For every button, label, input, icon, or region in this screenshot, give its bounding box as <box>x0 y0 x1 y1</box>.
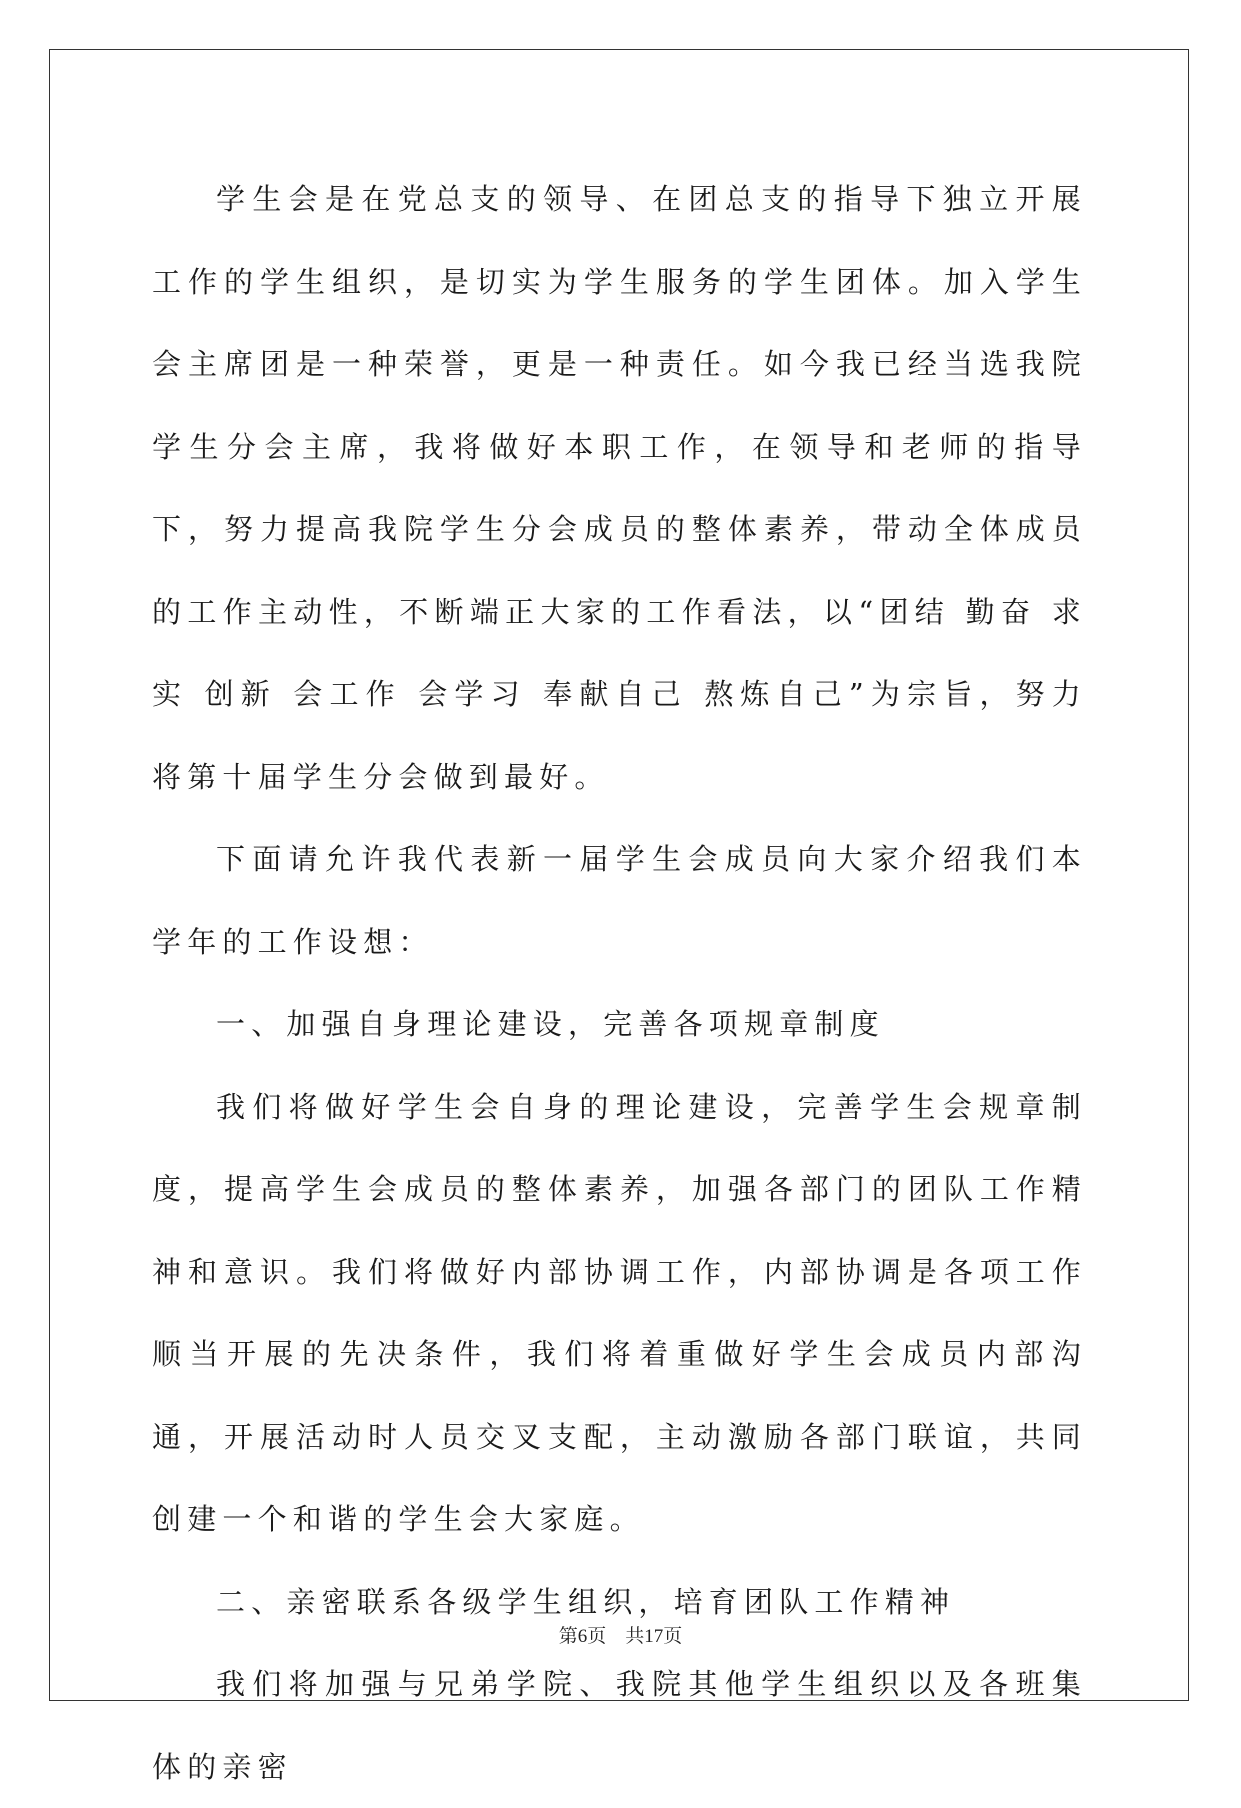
section-heading-2: 二、亲密联系各级学生组织，培育团队工作精神 <box>216 1584 956 1619</box>
document-body <box>152 158 1087 1808</box>
paragraph-section-2: 我们将加强与兄弟学院、我院其他学生组织以及各班集体的亲密 <box>152 1667 1087 1784</box>
paragraph-intro: 学生会是在党总支的领导、在团总支的指导下独立开展工作的学生组织，是切实为学生服务的学生团体。加入学生会主席团是一种荣誉，更是一种责任。如今我已经当选我院学生分会主席，我将做好本职工作，在领导和老师的指导下，努力提高我院学生分会成员的整体素养，带动全体成员的工作主动性，不断端正大家的工作看法，以“团结 勤奋 求实 创新 会工作 会学习 奉献自己 熬炼自己”为宗旨，努力将第十届学生分会做到最好。 <box>152 182 1087 794</box>
page-number-footer: 第6页 共17页 <box>558 1626 683 1647</box>
section-heading-1: 一、加强自身理论建设，完善各项规章制度 <box>216 1007 885 1041</box>
paragraph-work-plan-intro: 下面请允许我代表新一届学生会成员向大家介绍我们本学年的工作设想： <box>152 842 1087 959</box>
paragraph-section-1: 我们将做好学生会自身的理论建设，完善学生会规章制度，提高学生会成员的整体素养，加强各部门的团队工作精神和意识。我们将做好内部协调工作，内部协调是各项工作顺当开展的先决条件，我们将着重做好学生会成员内部沟通，开展活动时人员交叉支配，主动激励各部门联谊，共同创建一个和谐的学生会大家庭。 <box>152 1089 1087 1536</box>
